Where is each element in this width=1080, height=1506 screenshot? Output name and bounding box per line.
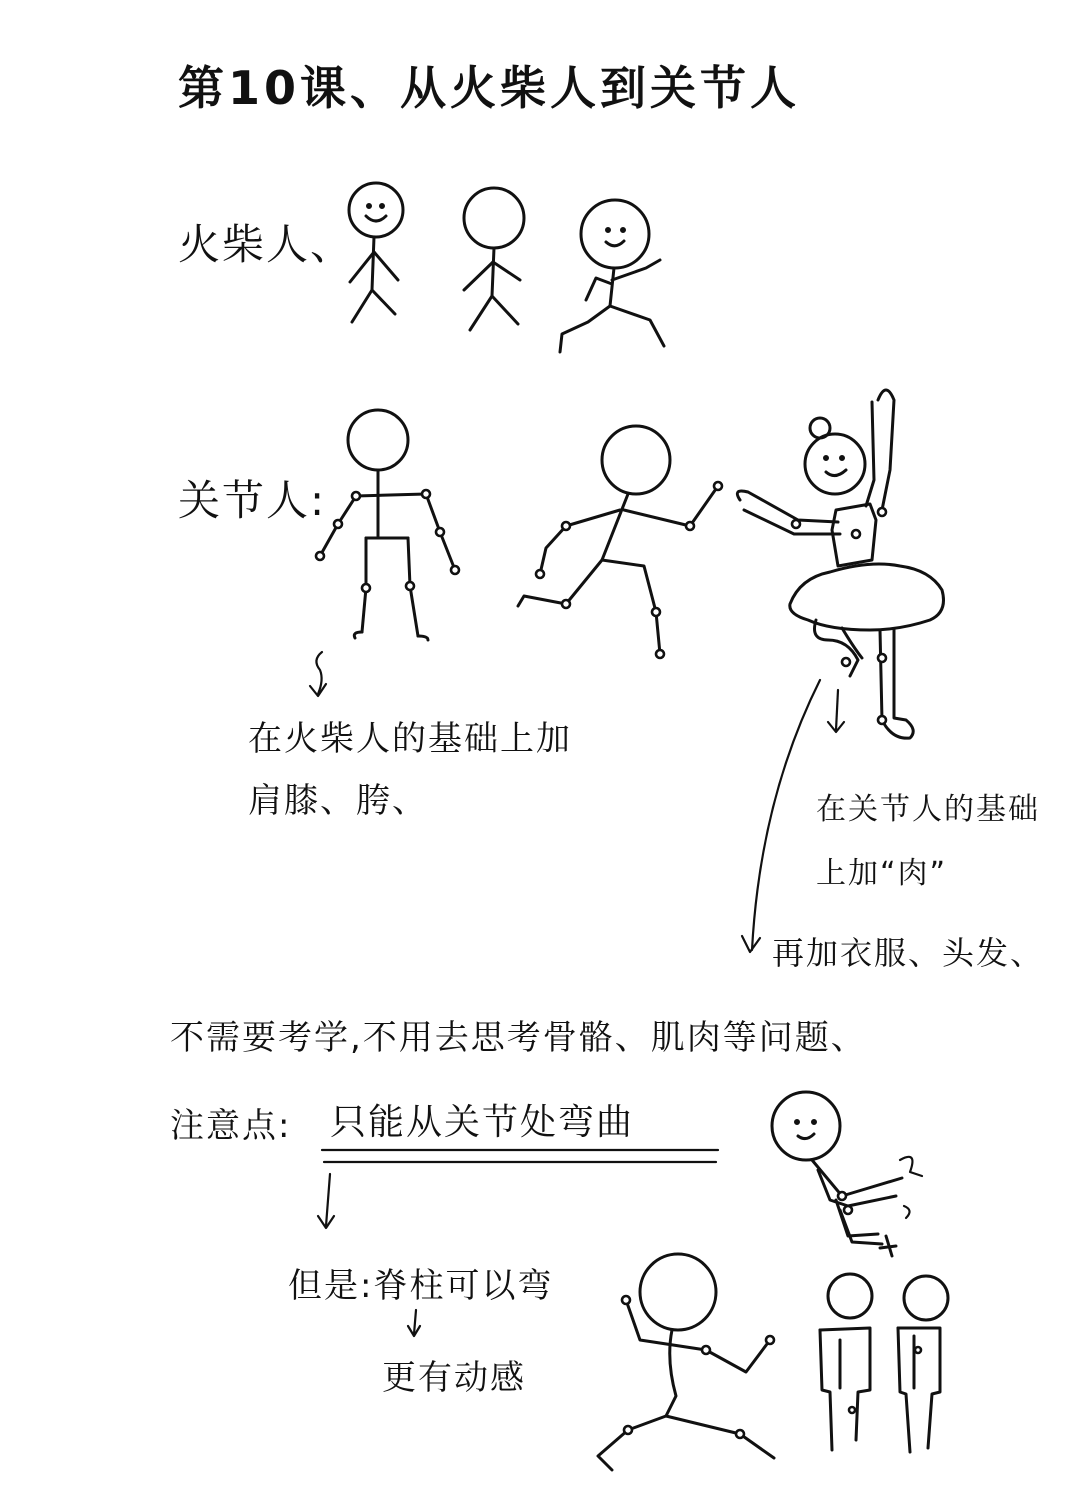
- clothes-note: 再加衣服、头发、: [772, 934, 1045, 972]
- dynamic-spine-figure: [598, 1254, 774, 1470]
- main-note: 不需要考学,不用去思考骨骼、肌肉等问题、: [170, 1018, 867, 1058]
- joint-figure-standing: [316, 410, 459, 640]
- attention-text: 只能从关节处弯曲: [330, 1102, 635, 1143]
- arrow-clothes-note: [742, 680, 820, 952]
- flesh-figure-small-1: [820, 1274, 872, 1450]
- stick-figure-standing-2: [464, 188, 524, 330]
- arrow-but-note: [318, 1174, 334, 1228]
- bending-arm-figure: [772, 1092, 922, 1256]
- joint-note-line-1: 在火柴人的基础上加: [248, 719, 572, 759]
- arrow-flesh-note: [828, 690, 844, 732]
- arrow-joint-note: [310, 652, 326, 696]
- stick-figure-standing: [349, 183, 403, 322]
- stick-figure-label: 火柴人、: [178, 220, 355, 269]
- stick-figure-running: [560, 200, 664, 352]
- arrow-dynamic-note: [408, 1310, 420, 1336]
- flesh-note-line-2: 上加“肉”: [816, 856, 948, 891]
- dynamic-note: 更有动感: [382, 1358, 526, 1398]
- ballerina-figure: [737, 390, 943, 738]
- attention-label: 注意点:: [170, 1106, 292, 1146]
- joint-note-line-2: 肩膝、胯、: [248, 781, 428, 821]
- flesh-figure-small-2: [898, 1276, 948, 1452]
- flesh-note-line-1: 在关节人的基础: [816, 792, 1040, 827]
- attention-underline: [322, 1150, 718, 1162]
- joint-figure-label: 关节人:: [178, 476, 327, 525]
- joint-figure-running: [518, 426, 722, 658]
- spine-note: 但是:脊柱可以弯: [288, 1266, 554, 1306]
- page-title: 第10课、从火柴人到关节人: [178, 61, 801, 115]
